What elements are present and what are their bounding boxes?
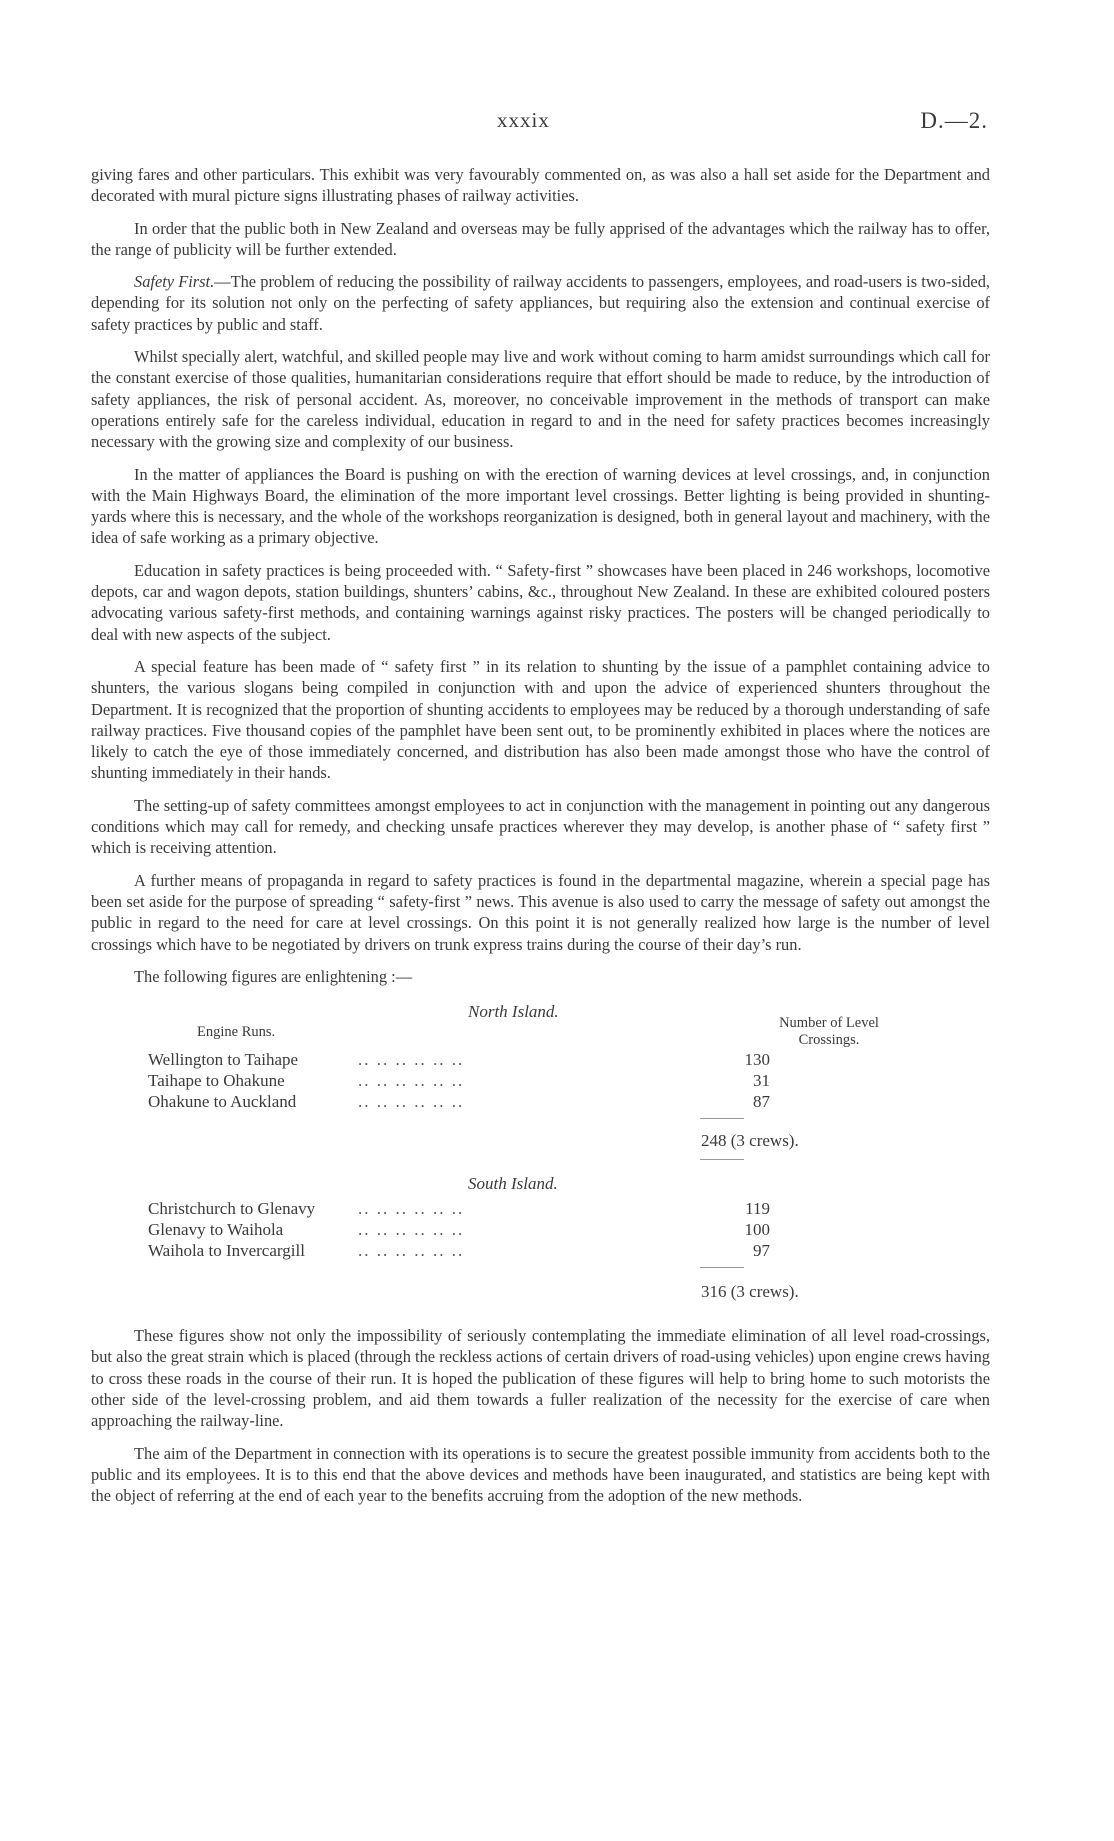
- paragraph-appliances: In the matter of appliances the Board is pushing on with the erection of warning devices at level crossings, and, in conjunction with the Main Highways Board, the elimination of the more important level crossings. Better lighting is being provided in shunting-yards where this is necessary, and the whole of the workshops reorganization is designed, both in general layout and machinery, with the idea of safe working as a primary objective.: [91, 464, 990, 548]
- sum-rule: [700, 1159, 744, 1160]
- table-row: [148, 1240, 928, 1261]
- sum-rule: [700, 1267, 744, 1268]
- run-name: Taihape to Ohakune: [148, 1070, 293, 1091]
- north-island-total: 248 (3 crews).: [701, 1131, 799, 1151]
- south-island-label: South Island.: [468, 1174, 558, 1194]
- crossings-value: 97: [753, 1241, 770, 1261]
- page-number: xxxix: [497, 108, 550, 132]
- paragraph-exhibit: giving fares and other particulars. This exhibit was very favourably commented on, as was also a hall set aside for the Department and decorated with mural picture signs illustrating phases of railway activities.: [91, 165, 990, 206]
- run-name: Glenavy to Waihola: [148, 1219, 291, 1240]
- document-reference: D.—2.: [920, 108, 988, 133]
- run-name: Christchurch to Glenavy: [148, 1198, 323, 1219]
- run-name: Wellington to Taihape: [148, 1049, 306, 1070]
- page-header: [0, 108, 1114, 138]
- table-row: [148, 1070, 928, 1091]
- crossings-value: 130: [744, 1050, 770, 1070]
- dot-leader: .. .. .. .. .. ..: [358, 1092, 465, 1112]
- paragraph-shunting: A special feature has been made of “ safety first ” in its relation to shunting by the issue of a pamphlet containing advice to shunters, the various slogans being compiled in conjunction with and upon the advice of experienced shunters throughout the Department. It is recognized that the proportion of shunting accidents to employees may be reduced by a thorough understanding of safe railway practices. Five thousand copies of the pamphlet have been sent out, to be prominently exhibited in places where the notices are likely to catch the eye of those immediately concerned, and distribution has also been made amongst those who have the control of shunting immediately in their hands.: [91, 656, 990, 783]
- crossings-value: 100: [744, 1220, 770, 1240]
- dot-leader: .. .. .. .. .. ..: [358, 1050, 465, 1070]
- run-name: Ohakune to Auckland: [148, 1091, 304, 1112]
- north-island-label: North Island.: [468, 1002, 559, 1022]
- engine-runs-header: Engine Runs.: [197, 1024, 276, 1041]
- level-crossings-table: [91, 993, 990, 1321]
- dot-leader: .. .. .. .. .. ..: [358, 1220, 465, 1240]
- table-row: [148, 1219, 928, 1240]
- paragraph-figures-conclusion: These figures show not only the impossibility of seriously contemplating the immediate elimination of all level road-crossings, but also the great strain which is placed (through the reckless actions of certain drivers of road-using vehicles) upon engine crews having to cross these roads in the course of their run. It is hoped the publication of these figures will help to bring home to such motorists the other side of the level-crossing problem, and aid them towards a fuller realization of the necessity for the exercise of care when approaching the railway-line.: [91, 1326, 990, 1431]
- table-row: [148, 1091, 928, 1112]
- paragraph-publicity: In order that the public both in New Zealand and overseas may be fully apprised of the advantages which the railway has to offer, the range of publicity will be further extended.: [91, 218, 990, 259]
- paragraph-committees: The setting-up of safety committees amongst employees to act in conjunction with the management in pointing out any dangerous conditions which may call for remedy, and checking unsafe practices wherever they may develop, is another phase of “ safety first ” which is receiving attention.: [91, 795, 990, 858]
- safety-first-heading: Safety First.: [134, 272, 215, 292]
- paragraph-aim: The aim of the Department in connection with its operations is to secure the greatest possible immunity from accidents both to the public and its employees. It is to this end that the above devices and methods have been inaugurated, and statistics are being kept with the object of referring at the end of each year to the benefits accruing from the adoption of the new methods.: [91, 1443, 990, 1506]
- run-name: Waihola to Invercargill: [148, 1240, 313, 1261]
- paragraph-magazine: A further means of propaganda in regard to safety practices is found in the departmental magazine, wherein a special page has been set aside for the purpose of spreading “ safety-first ” news. This avenue is also used to carry the message of safety out amongst the public in regard to the need for care at level crossings. On this point it is not generally realized how large is the number of level crossings which have to be negotiated by drivers on trunk express trains during the course of their day’s run.: [91, 870, 990, 954]
- paragraph-safety-first: [91, 271, 990, 335]
- dot-leader: .. .. .. .. .. ..: [358, 1199, 465, 1219]
- paragraph-figures-intro: The following figures are enlightening :—: [134, 966, 413, 986]
- sum-rule: [700, 1118, 744, 1119]
- crossings-value: 31: [753, 1071, 770, 1091]
- crossings-value: 87: [753, 1092, 770, 1112]
- table-row: [148, 1049, 928, 1070]
- crossings-value: 119: [745, 1199, 770, 1219]
- crossings-header: Number of Level Crossings.: [779, 1015, 879, 1049]
- paragraph-education: Education in safety practices is being proceeded with. “ Safety-first ” showcases have been placed in 246 workshops, locomotive depots, car and wagon depots, station buildings, shunters’ cabins, &c., throughout New Zealand. In these are exhibited coloured posters advocating various safety-first methods, and containing warnings against risky practices. The posters will be changed periodically to deal with new aspects of the subject.: [91, 560, 990, 644]
- safety-first-text: —The problem of reducing the possibility of railway accidents to passengers, employees, and road-users is two-sided, depending for its solution not only on the perfecting of safety appliances, but requiring also the extension and continual exercise of safety practices by public and staff.: [91, 272, 991, 334]
- paragraph-humanitarian: Whilst specially alert, watchful, and skilled people may live and work without coming to harm amidst surroundings which call for the constant exercise of those qualities, humanitarian considerations require that effort should be made to reduce, by the introduction of safety appliances, the risk of personal accident. As, moreover, no conceivable improvement in the methods of transport can make operations entirely safe for the careless individual, education in regard to and in the need for safety practices becomes increasingly necessary with the growing size and complexity of our business.: [91, 347, 990, 452]
- dot-leader: .. .. .. .. .. ..: [358, 1241, 465, 1261]
- body-text: [91, 164, 990, 1517]
- south-island-total: 316 (3 crews).: [701, 1282, 799, 1302]
- table-row: [148, 1198, 928, 1219]
- dot-leader: .. .. .. .. .. ..: [358, 1071, 465, 1091]
